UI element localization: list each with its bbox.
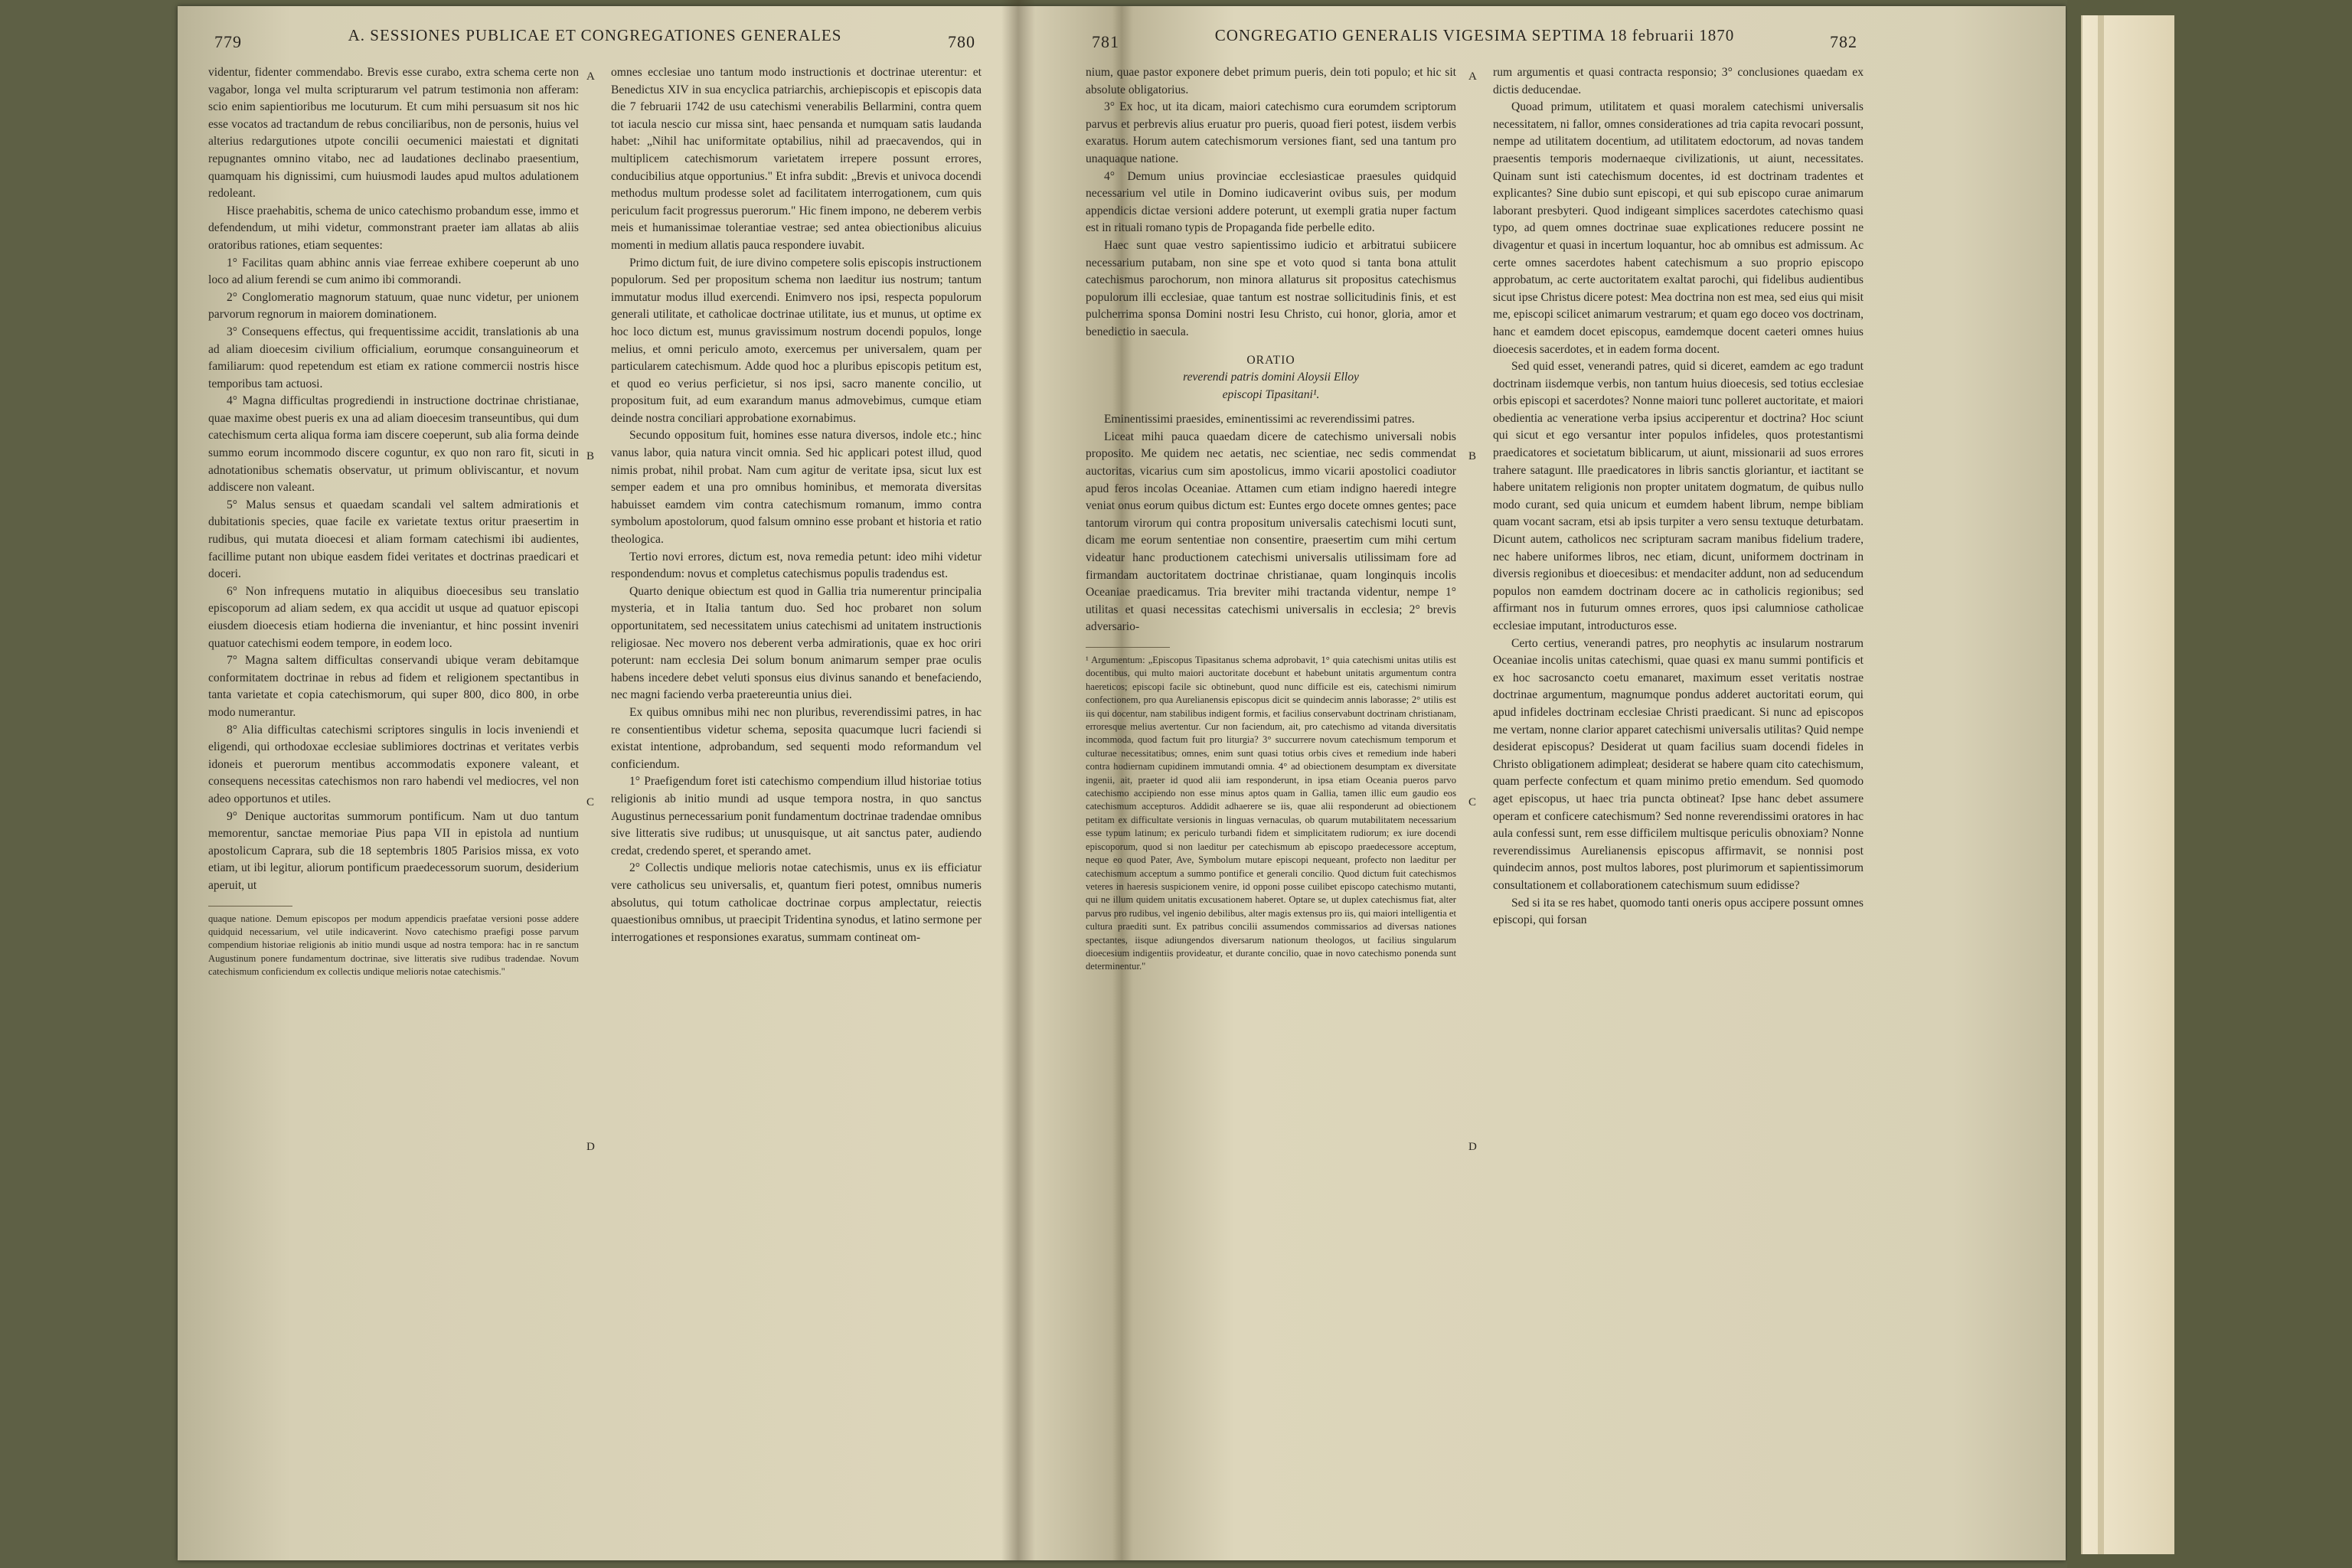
footnote: ¹ Argumentum: „Episcopus Tipasitanus schema adprobavit, 1° quia catechismi unitas utilis est docentibus, qui multo maiori auctoritate docebunt et habebunt unitatis argumentum contra haereticos; episcopi facile sic obtinebunt, quod nunc difficile est eis, catechismi nimirum confectionem, pro qua Aurelianensis episcopus dicit se quindecim annis laborasse; 2° utilis est iis qui docentur, nam stabilibus indigent formis, et facilius conservabunt doctrinam christianam, erroresque melius avertentur. Cur non faciendum, ait, pro catechismo ad vitanda diversitatis incommoda, quod factum fuit pro liturgia? 3° succurrere novum catechismum temporum et culturae necessitatibus; omnes, enim sunt quasi totius orbis cives et remedium inde haberi contra hodiernam cupidinem immutandi omnia. 4° ad obiectionem desumptam ex diversitate ingenii, ait, praeter id quod alii iam responderunt, in ipsa etiam Oceania pueros parvo catechismo accipiendo non esse minus aptos quam in Gallia, tamen illic eum gaudio eos catechismum accepturos. Addidit adhaerere se iis, quae alii responderunt ad obiectionem petitam ex difficultate versionis in linguas vernaculas, ob quarum mutabilitatem necessarium esse typum latinum; ex periculo turbandi fidem et simplicitatem rudiorum; ex iure docendi episcoporum, quod si non laeditur per catechismum ab episcopo praedecessore acceptum, neque eo quod Pater, Ave, Symbolum mutare episcopi nequeant, profecto non laeditur per catechismum acceptum a summo pontifice et generali concilio. Quod dictum fuit catechismos veteres in haeresis suspicionem venire, id opponi posse cuilibet episcopo catechismo mutanti, qui ne illum quidem unitatis excusationem haberet. Optare se, ut duplex catechismus fiat, alter parvus pro rudibus, vel ingenio debilibus, alter magis extensus pro iis, qui maiori intelligentia et cultura praediti sunt. Ex patribus concilii assumendos commissarios ad diversas nationes spectantes, iisque adiungendos diversarum nationum theologos, ut facilius singularum dioecesium indigentiis provideatur, et durante concilio, quae in novo catechismo ponenda sunt determinentur." bbox=[1086, 655, 1456, 972]
right-page-columns bbox=[1086, 64, 1864, 1153]
paragraph: 3° Consequens effectus, qui frequentissime accidit, translationis ab una ad aliam dioecesim civilium officialium, eorumque consanguineorum et familiarum: quod repetendum est etiam ex ratione commercii nostris hisce temporibus tam actuosi. bbox=[208, 325, 579, 390]
paragraph: 4° Demum unius provinciae ecclesiasticae praesules quidquid necessarium vel utile in Domino iudicaverint ovibus suis, per modum appendicis dictae versioni addere poterunt, ut exempli gratia nuper factum est in rituali romano typis de Propaganda fide perbelle edito. bbox=[1086, 169, 1456, 235]
paragraph: Sed si ita se res habet, quomodo tanti oneris opus accipere possunt omnes episcopi, qui forsan bbox=[1493, 896, 1864, 927]
page-number: 782 bbox=[1830, 32, 1857, 51]
page-number: 779 bbox=[214, 32, 242, 51]
paragraph: Certo certius, venerandi patres, pro neophytis ac insularum nostrarum Oceaniae incolis unitas catechismi, quae quasi ex manu summi pontificis et ex hoc sacrosancto coetu emanaret, maximum esset veritatis nostrae doctrinae argumentum, magnumque pondus adderet auctoritati eorum, qui apud infideles doctrinam ecclesiae Christi praedicant. Si nunc ad episcopos me vertam, nonne clarior apparet catechismi universalis utilitas? Quid nempe desiderat episcopus? Desiderat ut quam facilius suam docendi fideles in Christo obligationem adimpleat; desiderat se habere quam cito catechismum, quam perfecte confectum et quam minimo pretio emendum. Sed quomodo aget episcopus, ut haec tria puncta obtineat? Ipse hanc debet assumere operam et conficere catechismum? Sed nonne reverendissimi oratores in hac aula confessi sunt, rem esse difficilem multisque periculis obnoxiam? Nonne reverendissimus Aurelianensis episcopus affirmavit, se nonnisi post quindecim annos, post multos labores, post plurimorum et sapientissimorum consultationem et collaborationem catechismum suum edidisse? bbox=[1493, 636, 1864, 892]
paragraph: Quoad primum, utilitatem et quasi moralem catechismi universalis necessitatem, ni fallor, omnes considerationes ad tria capita revocari possunt, nempe ad utilitatem docentium, ad utilitatem edoctorum, ad novas tandem praesentis temporis modernaeque civilizationis, ut aiunt, necessitates. Quinam sunt isti catechismum docentes, id est doctrinam tradentes et explicantes? Sine dubio sunt episcopi, et qui sub episcopo curae animarum laborant presbyteri. Quod indigeant simplices sacerdotes catechismo quasi typo, ad quem omnes doctrinae suae explicationes reducere possint ne divagentur et quasi in incertum loquantur, hoc ab omnibus est admissum. Ac certe omnes sacerdotes habent catechismum a suo proprio episcopo approbatum, ac certe auctoritatem exaltat parochi, qui fidelibus audientibus sicut ipse Christus dicere potest: Mea doctrina non est mea, sed eius qui misit me, episcopi scilicet animarum vestrarum; et quam ego doceo vos doctrinam, hanc et eamdem docet episcopus, eamdemque docent caeteri omnes huius dioecesis sacerdotes, et in eadem forma docent. bbox=[1493, 100, 1864, 356]
paragraph: Tertio novi errores, dictum est, nova remedia petunt: ideo mihi videtur respondendum: novus et completus catechismus populis tradendus est. bbox=[611, 550, 982, 581]
right-col-1 bbox=[1086, 64, 1456, 974]
left-col-1 bbox=[208, 64, 579, 979]
paragraph: 6° Non infrequens mutatio in aliquibus dioecesibus seu translatio episcoporum ad aliam sedem, ex qua accidit ut usque ad quatuor episcopi eiusdem dioecesis etiam hodierna die inveniantur, et hinc possint inveniri quatuor catechismi eodem tempore, in eodem loco. bbox=[208, 584, 579, 650]
paragraph: Secundo oppositum fuit, homines esse natura diversos, indole etc.; hinc vanus labor, quia natura vincit omnia. Sed hic applicari potest illud, quod nimis probat, nihil probat. Nam cum agitur de veritate ipsa, sicut lux est semper eadem et una pro omnibus hominibus, et memorata diversitas habuisset eamdem vim contra catechismum romanum, immo contra symbolum apostolorum, quod falsum omnino esse probant et historia et ratio theologica. bbox=[611, 429, 982, 547]
cover-board-edge bbox=[2098, 15, 2104, 1554]
paragraph: Eminentissimi praesides, eminentissimi ac reverendissimi patres. bbox=[1104, 413, 1415, 426]
paragraph: Quarto denique obiectum est quod in Gallia tria numerentur principalia mysteria, et in Italia tantum duo. Sed hoc probaret non solum opportunitatem, sed necessitatem unius catechismi ad unitatem instructionis religiosae. Nec movero nos deberent verba admirationis, quae ex hoc oriri poterunt: nam ecclesia Dei solum bonum animarum semper prae oculis habens incedere debet veluti sponsus eius divinus sanando et benefaciendo, nec magni faciendo verba praetereuntia unius diei. bbox=[611, 584, 982, 702]
oratio-subtitle: episcopi Tipasitani¹. bbox=[1222, 387, 1320, 401]
paragraph: Ex quibus omnibus mihi nec non pluribus, reverendissimi patres, in hac re consentientibus videtur schema, seposita quacumque lucri faciendi si existat intentione, adprobandum, sed sequenti modo reformandum vel conficiendum. bbox=[611, 705, 982, 771]
margin-mark: D bbox=[1468, 1141, 1477, 1153]
margin-mark: A bbox=[586, 70, 595, 83]
oratio-subtitle: reverendi patris domini Aloysii Elloy bbox=[1183, 371, 1359, 384]
paragraph: 9° Denique auctoritas summorum pontificum. Nam ut duo tantum memorentur, sanctae memoriae Pius papa VII in epistola ad nuntium apostolicum Caprara, sub die 18 septembris 1805 Parisios missa, ex voto etiam, ut ibi legitur, aliorum pontificum praedecessorum suorum, desiderium aperuit, ut bbox=[208, 809, 579, 892]
footnote: quaque natione. Demum episcopos per modum appendicis praefatae versioni posse addere quidquid necessarium, vel utile indicaverint. Novo catechismo praefigi posse parvum compendium historiae religionis ab initio mundi usque ad nostra tempora: hac in re sanctum Augustinum ponere fundamentum doctrinae, sive litteratis sive rudibus tradendae. Novum catechismum conficiendum ex collectis undique melioris notae catechismis." bbox=[208, 913, 579, 978]
cover-board bbox=[2081, 15, 2174, 1554]
paragraph: Hisce praehabitis, schema de unico catechismo probandum esse, immo et defendendum, ut mihi videtur, commonstrant praeter iam allatas ab aliis oratoribus rationes, etiam sequentes: bbox=[208, 204, 579, 252]
margin-mark: B bbox=[1468, 450, 1477, 462]
footnote-rule bbox=[1086, 647, 1170, 648]
running-title: CONGREGATIO GENERALIS VIGESIMA SEPTIMA 18 februarii 1870 bbox=[1214, 26, 1735, 44]
left-col-2 bbox=[611, 64, 982, 979]
margin-mark: C bbox=[586, 796, 595, 808]
paragraph: 2° Collectis undique melioris notae catechismis, unus ex iis efficiatur vere catholicus seu universalis, et, quantum fieri potest, omnibus numeris absolutus, qui totum catholicae doctrinae corpus amplectatur, reiectis quaestionibus omnibus, ut praecipit Tridentina synodus, et latino sermone per interrogationes et responsiones exaratus, summam contineat om- bbox=[611, 861, 982, 944]
right-col-2 bbox=[1493, 64, 1864, 974]
paragraph: Liceat mihi pauca quaedam dicere de catechismo universali nobis proposito. Me quidem nec aetatis, nec scientiae, nec sedis commendat auctoritas, vicarius cum sim apostolicus, immo vicarii apostolici coadiutor apud feros incolas Oceaniae. Attamen cum etiam indigno haeredi integre veniat onus eorum quibus dictum est: Euntes ergo docete omnes gentes; pace tantorum virorum qui contra propositum universalis catechismi locuti sunt, dicam me eorum sententiae non consentire, praesertim cum mihi certum videatur hanc productionem catechismi universalis utilissimam fore ad firmandam auctoritatem doctrinae christianae, quam longinquis incolis Oceaniae praedicamus. Tria breviter mihi tractanda videntur, nempe 1° utilitas et quasi necessitas catechismi universalis in ecclesia; 2° brevis adversario- bbox=[1086, 430, 1456, 634]
running-title: A. SESSIONES PUBLICAE ET CONGREGATIONES GENERALES bbox=[348, 26, 842, 44]
paragraph: 2° Conglomeratio magnorum statuum, quae nunc videtur, per unionem parvorum regnorum in maiorem dominationem. bbox=[208, 290, 579, 322]
margin-mark: B bbox=[586, 450, 595, 462]
page-number: 781 bbox=[1092, 32, 1119, 51]
paragraph: 1° Praefigendum foret isti catechismo compendium illud historiae totius religionis ab initio mundi ad usque tempora nostra, in quo sanctus Augustinus pernecessarium ponit fundamentum doctrinae tradendae omnibus sive litteratis sive rudibus; ut unusquisque, ut ait sanctus pater, audiendo credat, credendo speret, et sperando amet. bbox=[611, 775, 982, 858]
paragraph: omnes ecclesiae uno tantum modo instructionis et doctrinae uterentur: et Benedictus XIV in sua encyclica patriarchis, archiepiscopis et episcopis data die 7 februarii 1742 de usu catechismi venerabilis Bellarmini, contra quem tot iacula nescio cur missa sint, haec pensanda et numquam satis laudanda habet: „Nihil hac uniformitate optabilius, nihil ad praecavendos, qui in multiplicem catechismorum varietatem irrepere possunt errores, conducibilius atque opportunius." Et infra subdit: „Brevis et univoca docendi methodus multum prodesse solet ad facilitatem interrogationem, cum quis periculum facit progressus puerorum." Hic finem impono, ne deberem verbis meis et humanissimae tolerantiae vestrae; sed antea obiectionibus alicuius momenti in medium allatis pauca respondere iuvabit. bbox=[611, 66, 982, 252]
paragraph: 1° Facilitas quam abhinc annis viae ferreae exhibere coeperunt ab uno loco ad alium ferendi se cum animo ibi commorandi. bbox=[208, 256, 579, 287]
paragraph: 4° Magna difficultas progrediendi in instructione doctrinae christianae, quae maxime obest pueris ex una ad aliam dioecesim transeuntibus, qui dum catechismum certa aliqua forma iam discere coeperunt, sub alia forma deinde summo eorum incommodo discere coguntur, ex quo non raro fit, sicuti in adnotationibus schematis observatur, ut primum obliviscantur, et novum addiscere non valeant. bbox=[208, 394, 579, 495]
left-page bbox=[208, 23, 982, 1547]
paragraph: Sed quid esset, venerandi patres, quid si diceret, eamdem ac ego tradunt doctrinam iisdemque verbis, non tantum huius dioecesis, sed totius ecclesiae orbis episcopi et sacerdotes? Nonne maiori tunc polleret auctoritate, et maiori obedientia ac veneratione verba ipsius acciperentur et doctrina? Hoc sciunt qui sicut et ego versantur inter populos infideles, quos protestantismi praedicatores et societatum biblicarum, ut aiunt, missionarii ad suos errores trahere satagunt. Ille praedicatores in libris sanctis gloriantur, et iactitant se habere unitatem religionis non propter unitatem dogmatum, de quibus nullo modo curant, sed quia unicum et eumdem habent librum, nempe bibliam quam vocant sacram, etsi ab ipsis turpiter a vero sensu textuque deturbatam. Dicunt autem, catholicos nec scripturam sacram manibus fidelium tradere, nec habere uniformes libros, nec etiam, dicunt, uniformem doctrinam in diversis regionibus et dioecesibus: et mendaciter addunt, non ad seducendum populos non eamdem doctrinam docere ac in catholicis regionibus; sed affirmant nos in futurum omnes errores, quos ipsi calumniose catholicae ecclesiae imputant, introducturos esse. bbox=[1493, 360, 1864, 632]
right-page bbox=[1086, 23, 1864, 1547]
paragraph: videntur, fidenter commendabo. Brevis esse curabo, extra schema certe non vagabor, longa vel multa scripturarum vel patrum testimonia non afferam: scio enim sapientioribus me locuturum. Et cum mihi persuasum sit nos hic esse vocatos ad tractandum de rebus conciliaribus, non de personis, huius vel alterius redargutiones utpote concilii oecumenici maiestati et dignitati repugnantes omnino vitabo, nec ad laudationes declinabo praesentium, quamquam his dignissimi, cum huiusmodi laudes apud multos adulationem redoleant. bbox=[208, 66, 579, 201]
paragraph: 7° Magna saltem difficultas conservandi ubique veram debitamque conformitatem doctrinae in rebus ad fidem et religionem spectantibus in tanta varietate et copia catechismorum, qui super 800, dico 800, in orbe modo numerantur. bbox=[208, 654, 579, 719]
book-gutter bbox=[1001, 0, 1035, 1560]
page-number: 780 bbox=[948, 32, 975, 51]
left-page-columns bbox=[208, 64, 982, 1153]
margin-mark: D bbox=[586, 1141, 595, 1153]
paragraph: Haec sunt quae vestro sapientissimo iudicio et arbitratui subiicere necessarium putabam, non sine spe et voto quod si tanta bona attulit catechismus parochorum, non minora allaturus sit propositus catechismus populorum illi ecclesiae, quae tantum est nostrae sollicitudinis finis, et est pulcherrima sponsa Domini nostri Iesu Christo, cui honor, gloria, amor et benedictio in saecula. bbox=[1086, 238, 1456, 338]
margin-mark: A bbox=[1468, 70, 1477, 83]
oratio-heading: ORATIO bbox=[1246, 353, 1295, 367]
book-cover-edge bbox=[2067, 0, 2352, 1568]
paragraph: rum argumentis et quasi contracta responsio; 3° conclusiones quaedam ex dictis deducendae. bbox=[1493, 66, 1864, 96]
margin-mark: C bbox=[1468, 796, 1477, 808]
paragraph: Primo dictum fuit, de iure divino competere solis episcopis instructionem populorum. Sed per propositum schema non laeditur ius nostrum; tantum immutatur modus illud exercendi. Enimvero nos ipsi, respecta populorum generali utilitate, et catholicae doctrinae utilitate, ius et munus, ut optime ex hoc loco dictum est, munus gravissimum nostrum docendi populos, longe melius, et omni periculo amoto, exercemus per universalem, quam per particularem catechismum. Adde quod hoc a pluribus episcopis petitum est, et quod eo verius perficietur, si nos ipsi, sacro manente concilio, ut propositum fuit, ad eum exarandum manus admovebimus, cumque etiam deinde nostra conciliari approbatione exornabimus. bbox=[611, 256, 982, 425]
paragraph: 5° Malus sensus et quaedam scandali vel saltem admirationis et dubitationis species, quae facile ex varietate textus oritur praesertim in rudibus, qui mutata dioecesi et aliam formam catechismi ibi audientes, facillime putant non ubique easdem fidei veritates et doctrinas praedicari et doceri. bbox=[208, 498, 579, 581]
paragraph: 8° Alia difficultas catechismi scriptores singulis in locis inveniendi et eligendi, qui orthodoxae ecclesiae sublimiores doctrinas et veritates verbis idoneis et puerorum mentibus accommodatis exponere valeant, et consequens necessitas catechismos non raro habendi vel mediocres, vel non adeo opportunos et utiles. bbox=[208, 723, 579, 805]
paragraph: 3° Ex hoc, ut ita dicam, maiori catechismo cura eorumdem scriptorum parvus et perbrevis alius eruatur pro pueris, quoad fieri potest, iisdem verbis exaratus. Horum autem catechismorum versiones fiant, sed una tantum pro unaquaque natione. bbox=[1086, 100, 1456, 165]
right-page-header bbox=[1086, 23, 1864, 57]
left-page-header bbox=[208, 23, 982, 57]
paragraph: nium, quae pastor exponere debet primum pueris, dein toti populo; et hic sit absolute obligatorius. bbox=[1086, 66, 1456, 96]
